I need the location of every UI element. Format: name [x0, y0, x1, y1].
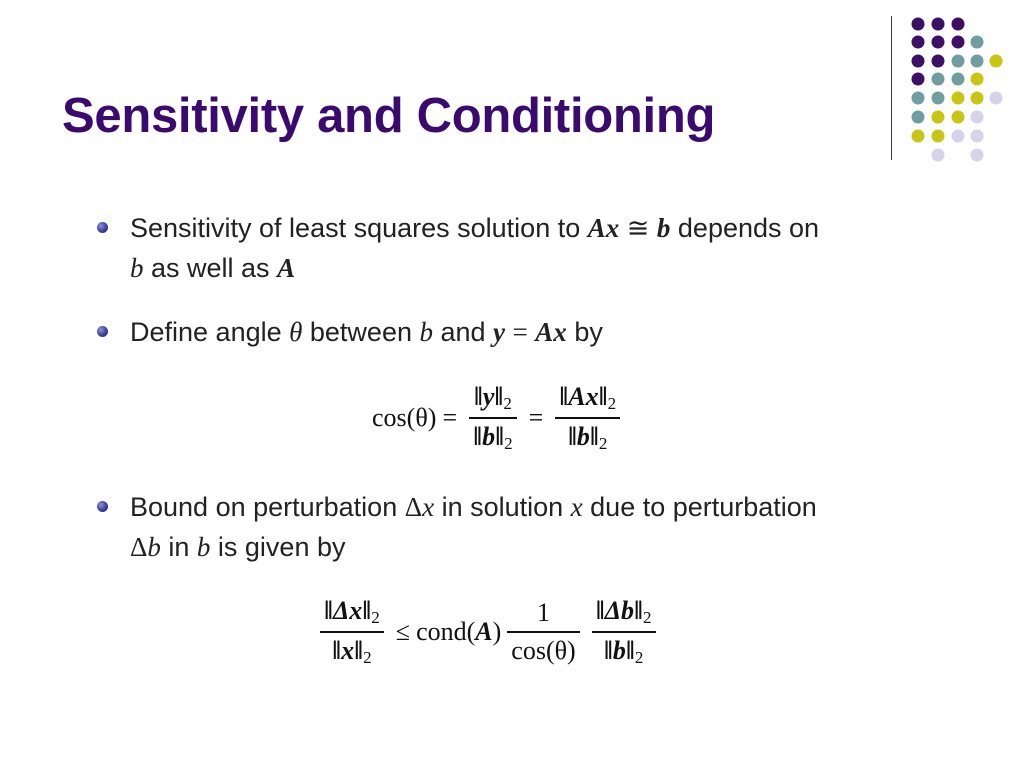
bullet1-math-approx: ≅	[626, 213, 650, 243]
title-divider	[891, 16, 892, 160]
equation-cos-theta	[372, 382, 626, 454]
bullet3-math-b2: b	[196, 532, 211, 562]
bullet3-text-e: is given by	[210, 532, 346, 562]
eq2-f1-num-sub: 2	[371, 608, 380, 627]
eq2-cond: cond(	[416, 616, 476, 646]
eq2-cond-close: )	[492, 616, 502, 646]
bullet3-math-delta: Δ	[404, 492, 423, 522]
bullet2-math-ax: Ax	[535, 317, 567, 347]
bullet1-math-b: b	[656, 213, 671, 243]
equation-perturbation-bound	[314, 596, 662, 668]
bullet1-math-ax: Ax	[587, 213, 620, 243]
bullet-marker-1	[97, 222, 108, 233]
eq2-f3-den-sub: 2	[634, 647, 644, 667]
eq1-f1-num-sub: 2	[503, 394, 512, 413]
bullet-marker-2	[97, 326, 108, 337]
bullet2-text-a: Define angle	[130, 317, 290, 347]
bullet-text-1	[130, 208, 990, 288]
eq2-f2-num: 1	[537, 598, 550, 627]
bullet3-text-d: in	[160, 532, 197, 562]
dot-grid-icon	[0, 0, 1024, 170]
bullet2-text-c: and	[432, 317, 494, 347]
bullet2-math-y: y	[493, 317, 506, 347]
eq2-f1-den: ‖x‖	[332, 635, 364, 665]
bullet3-text-c: due to perturbation	[582, 492, 817, 522]
eq1-fraction-2	[555, 382, 620, 454]
bullet-text-3	[130, 487, 990, 567]
eq2-fraction-2	[507, 598, 579, 666]
eq2-f1-den-sub: 2	[363, 647, 372, 667]
eq1-f2-den-sub: 2	[598, 433, 608, 453]
bullet1-text-a: Sensitivity of least squares solution to	[130, 213, 588, 243]
eq1-lhs: cos(θ)	[372, 402, 437, 432]
bullet1-math-b2: b	[130, 253, 144, 283]
eq2-f2-den: cos(θ)	[511, 635, 576, 665]
eq1-f2-num: ‖Ax‖	[559, 382, 608, 411]
eq1-fraction-1	[469, 382, 516, 454]
bullet2-text-b: between	[302, 317, 420, 347]
bullet1-math-a: A	[277, 253, 296, 283]
eq1-f1-den-sub: 2	[504, 433, 513, 453]
bullet3-math-x: x	[422, 492, 435, 522]
bullet3-text-a: Bound on perturbation	[130, 492, 405, 522]
bullet-marker-3	[97, 501, 108, 512]
eq2-f1-num: ‖Δx‖	[324, 596, 372, 625]
eq1-f1-den: ‖b‖	[473, 421, 505, 451]
eq2-le: ≤	[395, 616, 411, 646]
bullet2-math-eq: =	[512, 317, 528, 347]
eq1-equals: =	[442, 402, 458, 432]
eq2-f3-num: ‖Δb‖	[595, 596, 643, 625]
eq2-cond-a: A	[475, 616, 493, 646]
eq2-fraction-1	[320, 596, 384, 668]
bullet3-math-delta2: Δ	[130, 532, 148, 562]
bullet3-text-b: in solution	[434, 492, 571, 522]
bullet3-math-b: b	[147, 532, 161, 562]
bullet-text-2	[130, 312, 990, 352]
eq2-fraction-3	[592, 596, 656, 668]
bullet2-math-b: b	[419, 317, 433, 347]
eq1-f1-num: ‖y‖	[473, 382, 504, 411]
eq2-f3-den: ‖b‖	[603, 635, 635, 665]
eq1-f2-den: ‖b‖	[567, 421, 599, 451]
eq1-equals-2: =	[528, 402, 544, 432]
bullet2-math-theta: θ	[289, 317, 303, 347]
bullet2-text-d: by	[566, 317, 603, 347]
bullet1-text-c: as well as	[143, 253, 278, 283]
eq1-f2-num-sub: 2	[607, 394, 617, 413]
bullet1-text-b: depends on	[670, 213, 820, 243]
slide-title: Sensitivity and Conditioning	[62, 89, 716, 143]
bullet3-math-x2: x	[570, 492, 583, 522]
eq2-f3-num-sub: 2	[643, 608, 652, 627]
